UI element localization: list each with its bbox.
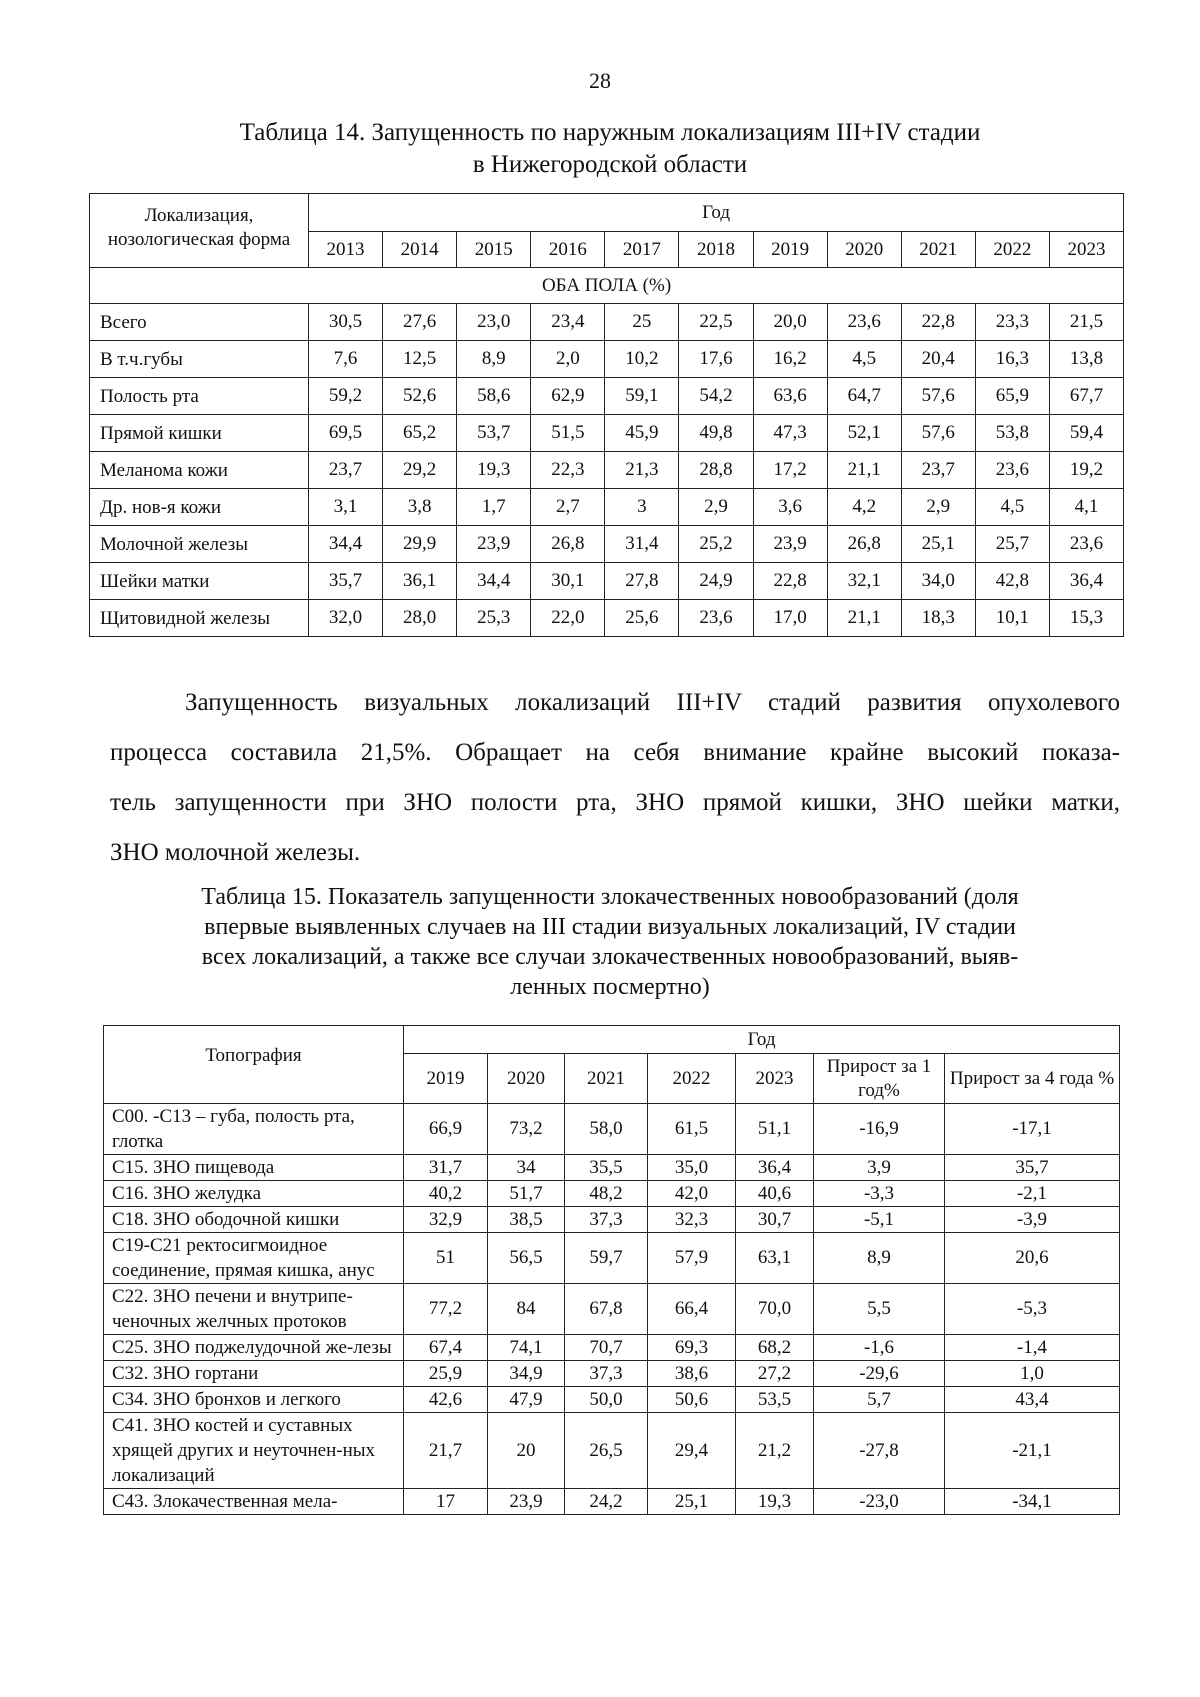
table-14-header-localization: Локализация, нозологическая форма <box>90 194 309 268</box>
table-row <box>104 1155 1120 1181</box>
table-cell: 19,2 <box>1049 452 1123 489</box>
table-15-caption-line: Таблица 15. Показатель запущенности злокачественных новообразований (доля <box>201 884 1019 910</box>
table-cell: 23,7 <box>901 452 975 489</box>
table-cell: -3,3 <box>814 1181 945 1207</box>
table-cell: 21,2 <box>736 1413 814 1489</box>
table-row <box>104 1387 1120 1413</box>
table-cell: 34,4 <box>457 563 531 600</box>
table-cell: 3,6 <box>753 489 827 526</box>
table-cell: 22,8 <box>753 563 827 600</box>
table-cell: -1,4 <box>945 1335 1120 1361</box>
table-cell: 53,7 <box>457 415 531 452</box>
table-cell: 28,8 <box>679 452 753 489</box>
table-cell: 13,8 <box>1049 341 1123 378</box>
table-cell: 4,5 <box>827 341 901 378</box>
table-14-caption <box>90 117 1130 181</box>
table-cell: 59,7 <box>565 1233 648 1284</box>
table-cell: 24,2 <box>565 1489 648 1515</box>
table-cell: 32,0 <box>309 600 383 637</box>
table-cell: 17 <box>404 1489 488 1515</box>
table-cell: 52,6 <box>383 378 457 415</box>
table-cell: 23,6 <box>1049 526 1123 563</box>
table-15-year-header: 2021 <box>565 1054 648 1104</box>
row-label: Полость рта <box>90 378 309 415</box>
table-row <box>90 600 1124 637</box>
table-cell: 66,4 <box>648 1284 736 1335</box>
table-cell: 29,9 <box>383 526 457 563</box>
table-cell: 67,7 <box>1049 378 1123 415</box>
table-14-year-header: 2014 <box>383 232 457 268</box>
table-row <box>104 1413 1120 1489</box>
table-cell: 51,7 <box>488 1181 565 1207</box>
table-cell: 67,8 <box>565 1284 648 1335</box>
table-cell: 23,9 <box>753 526 827 563</box>
table-row <box>90 304 1124 341</box>
table-cell: 28,0 <box>383 600 457 637</box>
table-14-caption-line: в Нижегородской области <box>472 151 748 178</box>
table-14-year-header: 2021 <box>901 232 975 268</box>
table-cell: 35,7 <box>309 563 383 600</box>
table-15-year-header: 2023 <box>736 1054 814 1104</box>
table-cell: 24,9 <box>679 563 753 600</box>
table-cell: 29,4 <box>648 1413 736 1489</box>
table-cell: 18,3 <box>901 600 975 637</box>
table-cell: 51,1 <box>736 1104 814 1155</box>
table-row <box>104 1181 1120 1207</box>
paragraph-line: тель запущенности при ЗНО полости рта, ЗНО прямой кишки, ЗНО шейки матки, <box>110 789 1120 816</box>
row-label: С19-С21 ректосигмоидное соединение, прямая кишка, анус <box>104 1233 404 1284</box>
table-cell: 19,3 <box>736 1489 814 1515</box>
table-15-header-growth-4: Прирост за 4 года % <box>945 1054 1120 1104</box>
table-cell: 26,8 <box>531 526 605 563</box>
row-label: Молочной железы <box>90 526 309 563</box>
table-15-header-year: Год <box>404 1026 1120 1054</box>
table-cell: 34,4 <box>309 526 383 563</box>
table-cell: 63,6 <box>753 378 827 415</box>
table-cell: 2,7 <box>531 489 605 526</box>
table-cell: 31,7 <box>404 1155 488 1181</box>
table-15-caption-line: всех локализаций, а также все случаи злокачественных новообразований, выяв- <box>201 944 1019 970</box>
table-cell: 23,6 <box>827 304 901 341</box>
row-label: Всего <box>90 304 309 341</box>
table-cell: 20,0 <box>753 304 827 341</box>
table-cell: 35,5 <box>565 1155 648 1181</box>
table-cell: 43,4 <box>945 1387 1120 1413</box>
table-cell: 23,4 <box>531 304 605 341</box>
table-cell: 34,0 <box>901 563 975 600</box>
table-cell: -27,8 <box>814 1413 945 1489</box>
table-row <box>90 452 1124 489</box>
table-15-caption-line: впервые выявленных случаев на III стадии визуальных локализаций, IV стадии <box>204 914 1016 940</box>
table-cell: 16,3 <box>975 341 1049 378</box>
table-14-year-header: 2017 <box>605 232 679 268</box>
table-cell: 40,2 <box>404 1181 488 1207</box>
table-cell: 22,5 <box>679 304 753 341</box>
table-cell: 31,4 <box>605 526 679 563</box>
table-cell: 70,7 <box>565 1335 648 1361</box>
table-cell: 23,6 <box>975 452 1049 489</box>
table-cell: 21,5 <box>1049 304 1123 341</box>
table-cell: -1,6 <box>814 1335 945 1361</box>
table-cell: -2,1 <box>945 1181 1120 1207</box>
table-cell: 4,1 <box>1049 489 1123 526</box>
table-cell: 21,7 <box>404 1413 488 1489</box>
table-cell: 19,3 <box>457 452 531 489</box>
table-cell: 69,5 <box>309 415 383 452</box>
table-cell: 56,5 <box>488 1233 565 1284</box>
table-row <box>90 563 1124 600</box>
table-cell: 35,7 <box>945 1155 1120 1181</box>
table-cell: 70,0 <box>736 1284 814 1335</box>
paragraph-line: ЗНО молочной железы. <box>110 839 361 866</box>
table-cell: 49,8 <box>679 415 753 452</box>
table-cell: 36,4 <box>1049 563 1123 600</box>
table-cell: 25,1 <box>648 1489 736 1515</box>
table-cell: 21,1 <box>827 452 901 489</box>
table-cell: 62,9 <box>531 378 605 415</box>
table-cell: -34,1 <box>945 1489 1120 1515</box>
table-cell: -5,1 <box>814 1207 945 1233</box>
row-label: Шейки матки <box>90 563 309 600</box>
table-cell: 47,9 <box>488 1387 565 1413</box>
table-cell: 30,7 <box>736 1207 814 1233</box>
row-label: С43. Злокачественная мела- <box>104 1489 404 1515</box>
table-14-year-header: 2018 <box>679 232 753 268</box>
table-cell: 17,2 <box>753 452 827 489</box>
table-cell: 23,3 <box>975 304 1049 341</box>
table-cell: 69,3 <box>648 1335 736 1361</box>
table-cell: 53,5 <box>736 1387 814 1413</box>
table-row <box>104 1335 1120 1361</box>
table-cell: 3,8 <box>383 489 457 526</box>
table-cell: 25 <box>605 304 679 341</box>
table-cell: 42,8 <box>975 563 1049 600</box>
table-cell: 21,3 <box>605 452 679 489</box>
table-cell: 25,6 <box>605 600 679 637</box>
table-cell: 74,1 <box>488 1335 565 1361</box>
row-label: С00. -С13 – губа, полость рта, глотка <box>104 1104 404 1155</box>
table-cell: 57,6 <box>901 378 975 415</box>
table-cell: 59,1 <box>605 378 679 415</box>
table-cell: 65,9 <box>975 378 1049 415</box>
table-cell: 53,8 <box>975 415 1049 452</box>
table-cell: 63,1 <box>736 1233 814 1284</box>
table-cell: 1,7 <box>457 489 531 526</box>
table-cell: 23,7 <box>309 452 383 489</box>
table-cell: 7,6 <box>309 341 383 378</box>
table-cell: 50,6 <box>648 1387 736 1413</box>
table-cell: 34 <box>488 1155 565 1181</box>
row-label: Прямой кишки <box>90 415 309 452</box>
table-14-header-year: Год <box>309 194 1124 232</box>
table-15-header-topography: Топография <box>104 1026 404 1104</box>
table-cell: 47,3 <box>753 415 827 452</box>
table-14-year-header: 2019 <box>753 232 827 268</box>
table-cell: 10,1 <box>975 600 1049 637</box>
table-cell: 1,0 <box>945 1361 1120 1387</box>
table-15-header-growth-1: Прирост за 1 год% <box>814 1054 945 1104</box>
paragraph-line: процесса составила 21,5%. Обращает на себя внимание крайне высокий показа- <box>110 739 1120 766</box>
table-cell: -3,9 <box>945 1207 1120 1233</box>
table-cell: 10,2 <box>605 341 679 378</box>
page-number: 28 <box>589 68 611 93</box>
table-row <box>90 378 1124 415</box>
table-cell: 51,5 <box>531 415 605 452</box>
row-label: С16. ЗНО желудка <box>104 1181 404 1207</box>
table-cell: 50,0 <box>565 1387 648 1413</box>
table-cell: 40,6 <box>736 1181 814 1207</box>
table-row <box>90 489 1124 526</box>
table-15-caption <box>90 882 1130 1002</box>
table-cell: 25,1 <box>901 526 975 563</box>
table-cell: 2,0 <box>531 341 605 378</box>
table-cell: 59,4 <box>1049 415 1123 452</box>
table-cell: 57,9 <box>648 1233 736 1284</box>
row-label: Меланома кожи <box>90 452 309 489</box>
row-label: С25. ЗНО поджелудочной же-лезы <box>104 1335 404 1361</box>
body-paragraph <box>110 678 1120 878</box>
table-cell: 23,0 <box>457 304 531 341</box>
table-cell: 8,9 <box>457 341 531 378</box>
table-cell: 17,6 <box>679 341 753 378</box>
table-cell: 30,1 <box>531 563 605 600</box>
table-cell: 20,4 <box>901 341 975 378</box>
table-cell: 68,2 <box>736 1335 814 1361</box>
table-cell: 61,5 <box>648 1104 736 1155</box>
row-label: С18. ЗНО ободочной кишки <box>104 1207 404 1233</box>
table-cell: 37,3 <box>565 1361 648 1387</box>
table-cell: -23,0 <box>814 1489 945 1515</box>
row-label: С34. ЗНО бронхов и легкого <box>104 1387 404 1413</box>
table-14-section-label: ОБА ПОЛА (%) <box>90 268 1124 304</box>
table-cell: 59,2 <box>309 378 383 415</box>
table-15-year-header: 2022 <box>648 1054 736 1104</box>
table-14-year-header: 2016 <box>531 232 605 268</box>
row-label: Др. нов-я кожи <box>90 489 309 526</box>
table-cell: 52,1 <box>827 415 901 452</box>
table-cell: 57,6 <box>901 415 975 452</box>
table-cell: 25,7 <box>975 526 1049 563</box>
table-cell: 38,5 <box>488 1207 565 1233</box>
table-cell: 20 <box>488 1413 565 1489</box>
table-15-caption-line: ленных посмертно) <box>510 974 710 1000</box>
table-cell: 54,2 <box>679 378 753 415</box>
table-cell: 23,6 <box>679 600 753 637</box>
table-cell: 29,2 <box>383 452 457 489</box>
table-cell: 26,8 <box>827 526 901 563</box>
table-cell: 25,3 <box>457 600 531 637</box>
table-cell: 25,9 <box>404 1361 488 1387</box>
table-cell: 32,3 <box>648 1207 736 1233</box>
table-15 <box>103 1025 1120 1515</box>
table-cell: 3,9 <box>814 1155 945 1181</box>
table-cell: 4,5 <box>975 489 1049 526</box>
table-cell: 21,1 <box>827 600 901 637</box>
table-cell: 27,2 <box>736 1361 814 1387</box>
row-label: С22. ЗНО печени и внутрипе-ченочных желчных протоков <box>104 1284 404 1335</box>
table-15-year-header: 2020 <box>488 1054 565 1104</box>
table-row <box>104 1361 1120 1387</box>
table-cell: 22,8 <box>901 304 975 341</box>
table-cell: 20,6 <box>945 1233 1120 1284</box>
table-14 <box>89 193 1124 637</box>
table-cell: 84 <box>488 1284 565 1335</box>
table-cell: 36,4 <box>736 1155 814 1181</box>
table-cell: -17,1 <box>945 1104 1120 1155</box>
table-cell: 3,1 <box>309 489 383 526</box>
table-cell: -29,6 <box>814 1361 945 1387</box>
table-cell: 30,5 <box>309 304 383 341</box>
table-cell: 5,7 <box>814 1387 945 1413</box>
table-cell: 34,9 <box>488 1361 565 1387</box>
table-14-year-header: 2023 <box>1049 232 1123 268</box>
table-cell: 45,9 <box>605 415 679 452</box>
table-cell: 2,9 <box>679 489 753 526</box>
table-cell: -16,9 <box>814 1104 945 1155</box>
table-row <box>90 415 1124 452</box>
table-cell: 27,6 <box>383 304 457 341</box>
table-cell: 16,2 <box>753 341 827 378</box>
table-cell: 73,2 <box>488 1104 565 1155</box>
table-cell: 32,9 <box>404 1207 488 1233</box>
table-cell: -21,1 <box>945 1413 1120 1489</box>
table-cell: -5,3 <box>945 1284 1120 1335</box>
table-cell: 42,6 <box>404 1387 488 1413</box>
table-14-caption-line: Таблица 14. Запущенность по наружным локализациям III+IV стадии <box>239 119 981 146</box>
table-cell: 2,9 <box>901 489 975 526</box>
table-cell: 27,8 <box>605 563 679 600</box>
paragraph-line: Запущенность визуальных локализаций III+IV стадий развития опухолевого <box>185 689 1120 716</box>
table-cell: 37,3 <box>565 1207 648 1233</box>
table-cell: 65,2 <box>383 415 457 452</box>
table-cell: 64,7 <box>827 378 901 415</box>
table-cell: 5,5 <box>814 1284 945 1335</box>
table-cell: 23,9 <box>457 526 531 563</box>
table-cell: 36,1 <box>383 563 457 600</box>
table-14-year-header: 2015 <box>457 232 531 268</box>
table-cell: 25,2 <box>679 526 753 563</box>
table-cell: 48,2 <box>565 1181 648 1207</box>
table-cell: 8,9 <box>814 1233 945 1284</box>
row-label: С15. ЗНО пищевода <box>104 1155 404 1181</box>
table-cell: 58,0 <box>565 1104 648 1155</box>
table-cell: 22,0 <box>531 600 605 637</box>
table-row <box>104 1233 1120 1284</box>
table-cell: 3 <box>605 489 679 526</box>
row-label: С32. ЗНО гортани <box>104 1361 404 1387</box>
table-row <box>104 1207 1120 1233</box>
table-row <box>104 1489 1120 1515</box>
table-cell: 12,5 <box>383 341 457 378</box>
table-cell: 23,9 <box>488 1489 565 1515</box>
table-cell: 15,3 <box>1049 600 1123 637</box>
table-cell: 42,0 <box>648 1181 736 1207</box>
table-cell: 35,0 <box>648 1155 736 1181</box>
row-label: В т.ч.губы <box>90 341 309 378</box>
table-14-year-header: 2022 <box>975 232 1049 268</box>
table-15-year-header: 2019 <box>404 1054 488 1104</box>
table-cell: 38,6 <box>648 1361 736 1387</box>
table-cell: 26,5 <box>565 1413 648 1489</box>
row-label: Щитовидной железы <box>90 600 309 637</box>
table-14-year-header: 2013 <box>309 232 383 268</box>
table-cell: 58,6 <box>457 378 531 415</box>
table-cell: 66,9 <box>404 1104 488 1155</box>
table-cell: 32,1 <box>827 563 901 600</box>
table-cell: 4,2 <box>827 489 901 526</box>
table-cell: 67,4 <box>404 1335 488 1361</box>
table-row <box>104 1104 1120 1155</box>
table-row <box>90 526 1124 563</box>
table-cell: 17,0 <box>753 600 827 637</box>
table-row <box>104 1284 1120 1335</box>
table-cell: 51 <box>404 1233 488 1284</box>
table-14-year-header: 2020 <box>827 232 901 268</box>
table-row <box>90 341 1124 378</box>
table-cell: 22,3 <box>531 452 605 489</box>
table-cell: 77,2 <box>404 1284 488 1335</box>
row-label: С41. ЗНО костей и суставных хрящей других и неуточнен-ных локализаций <box>104 1413 404 1489</box>
